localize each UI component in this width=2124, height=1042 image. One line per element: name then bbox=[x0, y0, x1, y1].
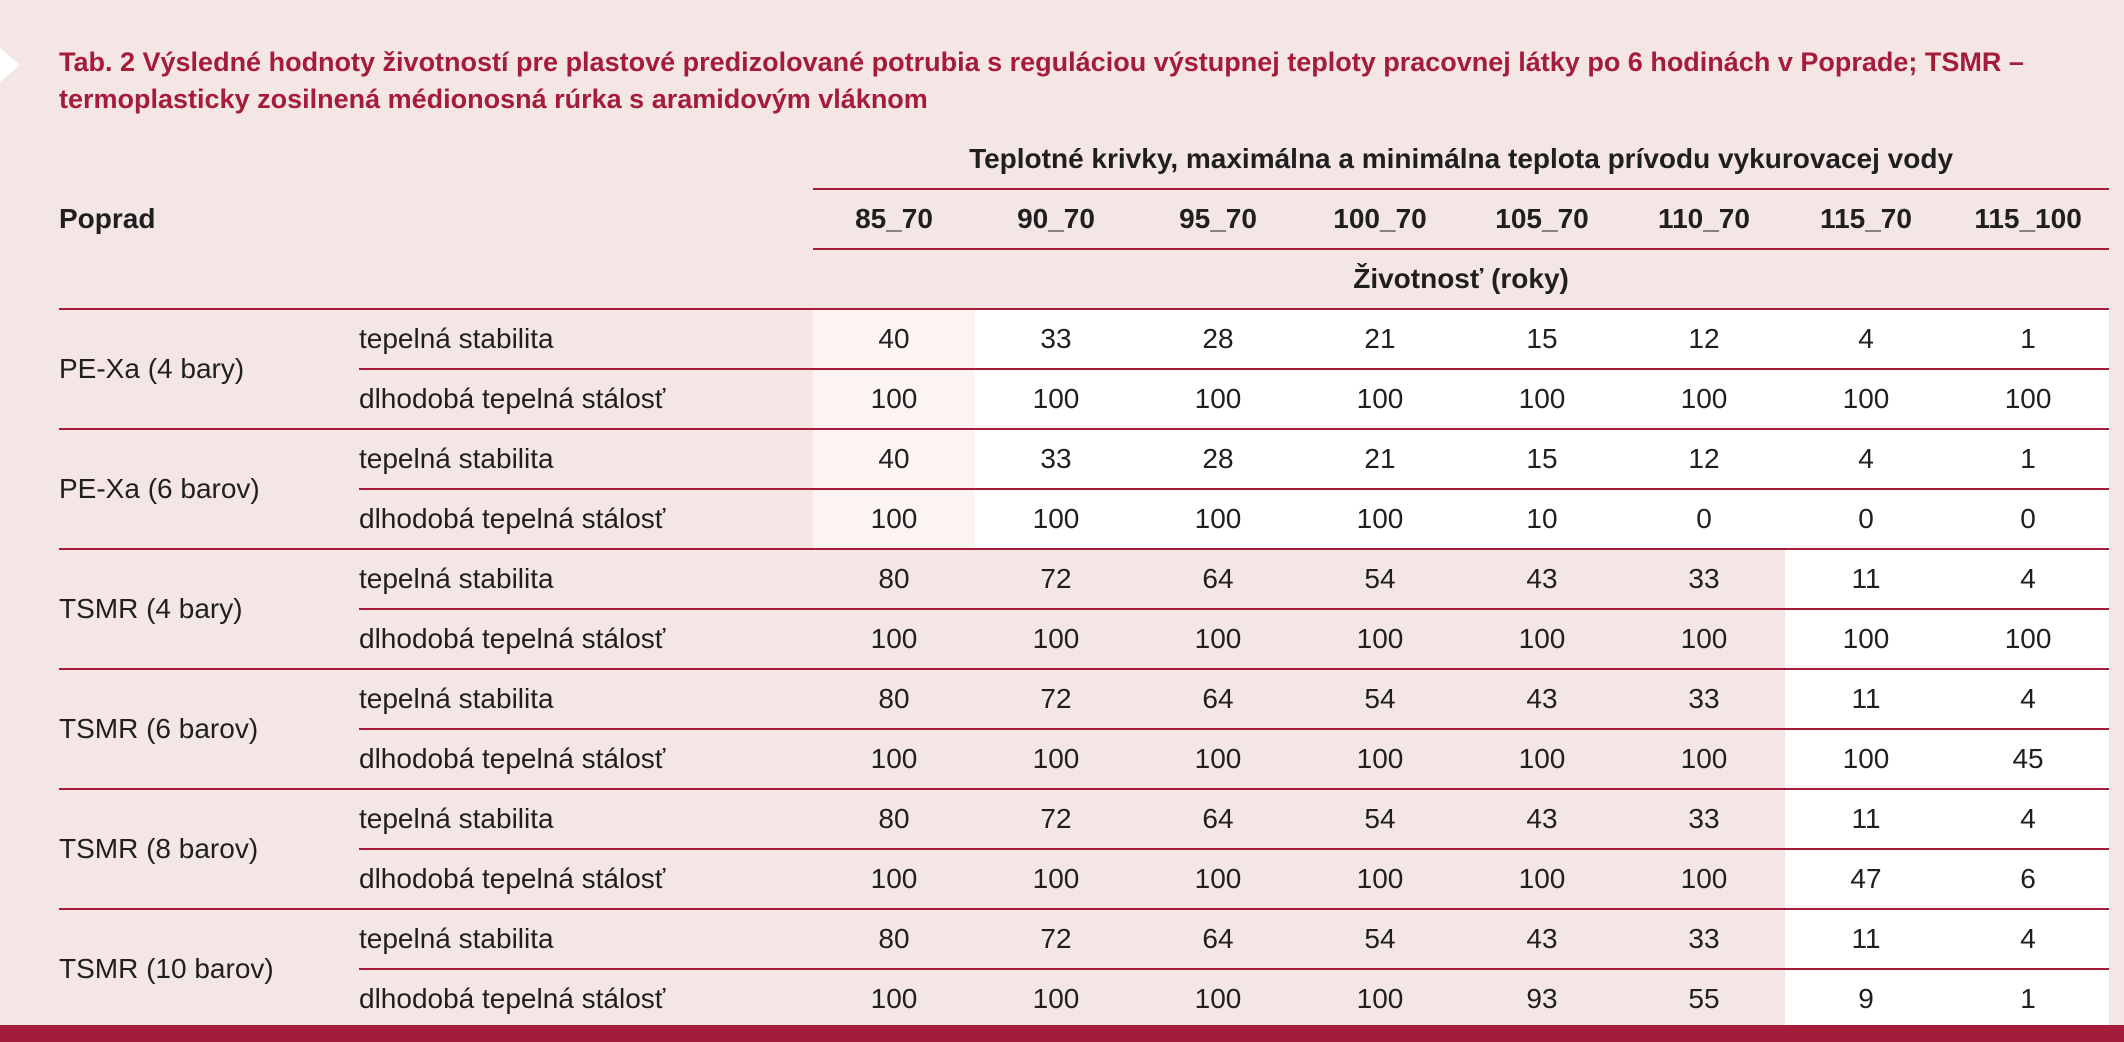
value-cell: 21 bbox=[1299, 429, 1461, 489]
value-cell: 4 bbox=[1947, 789, 2109, 849]
value-cell: 100 bbox=[1137, 849, 1299, 909]
value-cell: 0 bbox=[1623, 489, 1785, 549]
value-cell: 100 bbox=[1137, 489, 1299, 549]
value-cell: 100 bbox=[975, 489, 1137, 549]
value-cell: 100 bbox=[1623, 369, 1785, 429]
property-label: tepelná stabilita bbox=[359, 549, 813, 609]
table-row bbox=[59, 429, 2109, 489]
value-cell: 4 bbox=[1785, 429, 1947, 489]
value-cell: 64 bbox=[1137, 789, 1299, 849]
value-cell: 1 bbox=[1947, 429, 2109, 489]
column-header: 115_70 bbox=[1785, 189, 1947, 249]
value-cell: 100 bbox=[1299, 609, 1461, 669]
unit-header-row bbox=[59, 249, 2109, 309]
value-cell: 43 bbox=[1461, 549, 1623, 609]
property-label: tepelná stabilita bbox=[359, 309, 813, 369]
value-cell: 100 bbox=[1461, 369, 1623, 429]
value-cell: 80 bbox=[813, 909, 975, 969]
value-cell: 43 bbox=[1461, 789, 1623, 849]
value-cell: 100 bbox=[975, 609, 1137, 669]
value-cell: 100 bbox=[1299, 369, 1461, 429]
table-row bbox=[59, 729, 2109, 789]
value-cell: 100 bbox=[1623, 729, 1785, 789]
property-label: dlhodobá tepelná stálosť bbox=[359, 609, 813, 669]
property-label: dlhodobá tepelná stálosť bbox=[359, 489, 813, 549]
value-cell: 55 bbox=[1623, 969, 1785, 1028]
table-row bbox=[59, 309, 2109, 369]
value-cell: 54 bbox=[1299, 789, 1461, 849]
location-label: Poprad bbox=[59, 203, 156, 234]
table-row bbox=[59, 969, 2109, 1028]
value-cell: 43 bbox=[1461, 909, 1623, 969]
property-label: tepelná stabilita bbox=[359, 909, 813, 969]
unit-header: Životnosť (roky) bbox=[1353, 263, 1569, 294]
table-row bbox=[59, 549, 2109, 609]
value-cell: 100 bbox=[1137, 729, 1299, 789]
column-header: 85_70 bbox=[813, 189, 975, 249]
value-cell: 33 bbox=[975, 309, 1137, 369]
property-label: tepelná stabilita bbox=[359, 669, 813, 729]
table-row bbox=[59, 489, 2109, 549]
value-cell: 100 bbox=[1947, 369, 2109, 429]
value-cell: 100 bbox=[1299, 969, 1461, 1028]
table-caption: Tab. 2 Výsledné hodnoty životností pre plastové predizolované potrubia s reguláciou výstupnej teploty pracovnej látky po 6 hodinách v Poprade; TSMR – termoplasticky zosilnená médionosná rúrka s aramidovým vláknom bbox=[59, 47, 2024, 114]
column-header: 95_70 bbox=[1137, 189, 1299, 249]
value-cell: 80 bbox=[813, 789, 975, 849]
value-cell: 100 bbox=[1785, 369, 1947, 429]
value-cell: 11 bbox=[1785, 669, 1947, 729]
value-cell: 100 bbox=[1461, 849, 1623, 909]
value-cell: 1 bbox=[1947, 309, 2109, 369]
value-cell: 100 bbox=[1299, 849, 1461, 909]
value-cell: 54 bbox=[1299, 549, 1461, 609]
value-cell: 72 bbox=[975, 549, 1137, 609]
value-cell: 100 bbox=[813, 609, 975, 669]
value-cell: 33 bbox=[975, 429, 1137, 489]
value-cell: 4 bbox=[1947, 909, 2109, 969]
value-cell: 100 bbox=[1299, 729, 1461, 789]
value-cell: 100 bbox=[1947, 609, 2109, 669]
value-cell: 100 bbox=[1461, 609, 1623, 669]
group-label: PE-Xa (6 barov) bbox=[59, 429, 359, 549]
value-cell: 100 bbox=[813, 489, 975, 549]
value-cell: 100 bbox=[1623, 609, 1785, 669]
group-label: TSMR (6 barov) bbox=[59, 669, 359, 789]
value-cell: 28 bbox=[1137, 309, 1299, 369]
value-cell: 100 bbox=[1785, 729, 1947, 789]
value-cell: 12 bbox=[1623, 429, 1785, 489]
table-row bbox=[59, 789, 2109, 849]
value-cell: 45 bbox=[1947, 729, 2109, 789]
value-cell: 33 bbox=[1623, 669, 1785, 729]
value-cell: 28 bbox=[1137, 429, 1299, 489]
value-cell: 54 bbox=[1299, 909, 1461, 969]
super-header: Teplotné krivky, maximálna a minimálna teplota prívodu vykurovacej vody bbox=[813, 130, 2109, 189]
value-cell: 100 bbox=[1137, 369, 1299, 429]
property-label: tepelná stabilita bbox=[359, 789, 813, 849]
property-label: dlhodobá tepelná stálosť bbox=[359, 369, 813, 429]
table-body bbox=[59, 309, 2109, 1028]
property-label: dlhodobá tepelná stálosť bbox=[359, 729, 813, 789]
value-cell: 100 bbox=[1623, 849, 1785, 909]
value-cell: 54 bbox=[1299, 669, 1461, 729]
value-cell: 100 bbox=[975, 369, 1137, 429]
column-header: 90_70 bbox=[975, 189, 1137, 249]
value-cell: 40 bbox=[813, 429, 975, 489]
value-cell: 21 bbox=[1299, 309, 1461, 369]
value-cell: 4 bbox=[1785, 309, 1947, 369]
tab-marker bbox=[0, 48, 20, 82]
value-cell: 72 bbox=[975, 909, 1137, 969]
value-cell: 100 bbox=[1137, 969, 1299, 1028]
value-cell: 64 bbox=[1137, 669, 1299, 729]
column-header: 115_100 bbox=[1947, 189, 2109, 249]
value-cell: 1 bbox=[1947, 969, 2109, 1028]
value-cell: 64 bbox=[1137, 549, 1299, 609]
table-row bbox=[59, 909, 2109, 969]
value-cell: 11 bbox=[1785, 789, 1947, 849]
value-cell: 12 bbox=[1623, 309, 1785, 369]
value-cell: 0 bbox=[1785, 489, 1947, 549]
value-cell: 10 bbox=[1461, 489, 1623, 549]
value-cell: 93 bbox=[1461, 969, 1623, 1028]
value-cell: 4 bbox=[1947, 549, 2109, 609]
property-label: dlhodobá tepelná stálosť bbox=[359, 969, 813, 1028]
group-label: TSMR (4 bary) bbox=[59, 549, 359, 669]
value-cell: 47 bbox=[1785, 849, 1947, 909]
value-cell: 100 bbox=[1137, 609, 1299, 669]
table-row bbox=[59, 369, 2109, 429]
group-label: TSMR (10 barov) bbox=[59, 909, 359, 1028]
value-cell: 33 bbox=[1623, 909, 1785, 969]
value-cell: 15 bbox=[1461, 309, 1623, 369]
value-cell: 100 bbox=[813, 729, 975, 789]
column-header-row bbox=[59, 189, 2109, 249]
value-cell: 9 bbox=[1785, 969, 1947, 1028]
value-cell: 40 bbox=[813, 309, 975, 369]
value-cell: 72 bbox=[975, 669, 1137, 729]
bottom-rule bbox=[0, 1025, 2124, 1042]
property-label: dlhodobá tepelná stálosť bbox=[359, 849, 813, 909]
value-cell: 100 bbox=[975, 849, 1137, 909]
value-cell: 0 bbox=[1947, 489, 2109, 549]
group-label: TSMR (8 barov) bbox=[59, 789, 359, 909]
value-cell: 11 bbox=[1785, 909, 1947, 969]
value-cell: 43 bbox=[1461, 669, 1623, 729]
column-header: 100_70 bbox=[1299, 189, 1461, 249]
value-cell: 100 bbox=[813, 369, 975, 429]
table-row bbox=[59, 849, 2109, 909]
column-header: 110_70 bbox=[1623, 189, 1785, 249]
lifetime-table bbox=[59, 130, 2109, 1028]
value-cell: 6 bbox=[1947, 849, 2109, 909]
value-cell: 100 bbox=[975, 729, 1137, 789]
group-label: PE-Xa (4 bary) bbox=[59, 309, 359, 429]
value-cell: 4 bbox=[1947, 669, 2109, 729]
table-row bbox=[59, 669, 2109, 729]
value-cell: 100 bbox=[813, 969, 975, 1028]
value-cell: 100 bbox=[813, 849, 975, 909]
value-cell: 72 bbox=[975, 789, 1137, 849]
value-cell: 64 bbox=[1137, 909, 1299, 969]
value-cell: 100 bbox=[1785, 609, 1947, 669]
value-cell: 80 bbox=[813, 669, 975, 729]
property-label: tepelná stabilita bbox=[359, 429, 813, 489]
value-cell: 11 bbox=[1785, 549, 1947, 609]
table-row bbox=[59, 609, 2109, 669]
column-header: 105_70 bbox=[1461, 189, 1623, 249]
value-cell: 15 bbox=[1461, 429, 1623, 489]
value-cell: 80 bbox=[813, 549, 975, 609]
value-cell: 100 bbox=[1461, 729, 1623, 789]
super-header-row bbox=[59, 130, 2109, 189]
value-cell: 100 bbox=[975, 969, 1137, 1028]
value-cell: 100 bbox=[1299, 489, 1461, 549]
value-cell: 33 bbox=[1623, 789, 1785, 849]
value-cell: 33 bbox=[1623, 549, 1785, 609]
